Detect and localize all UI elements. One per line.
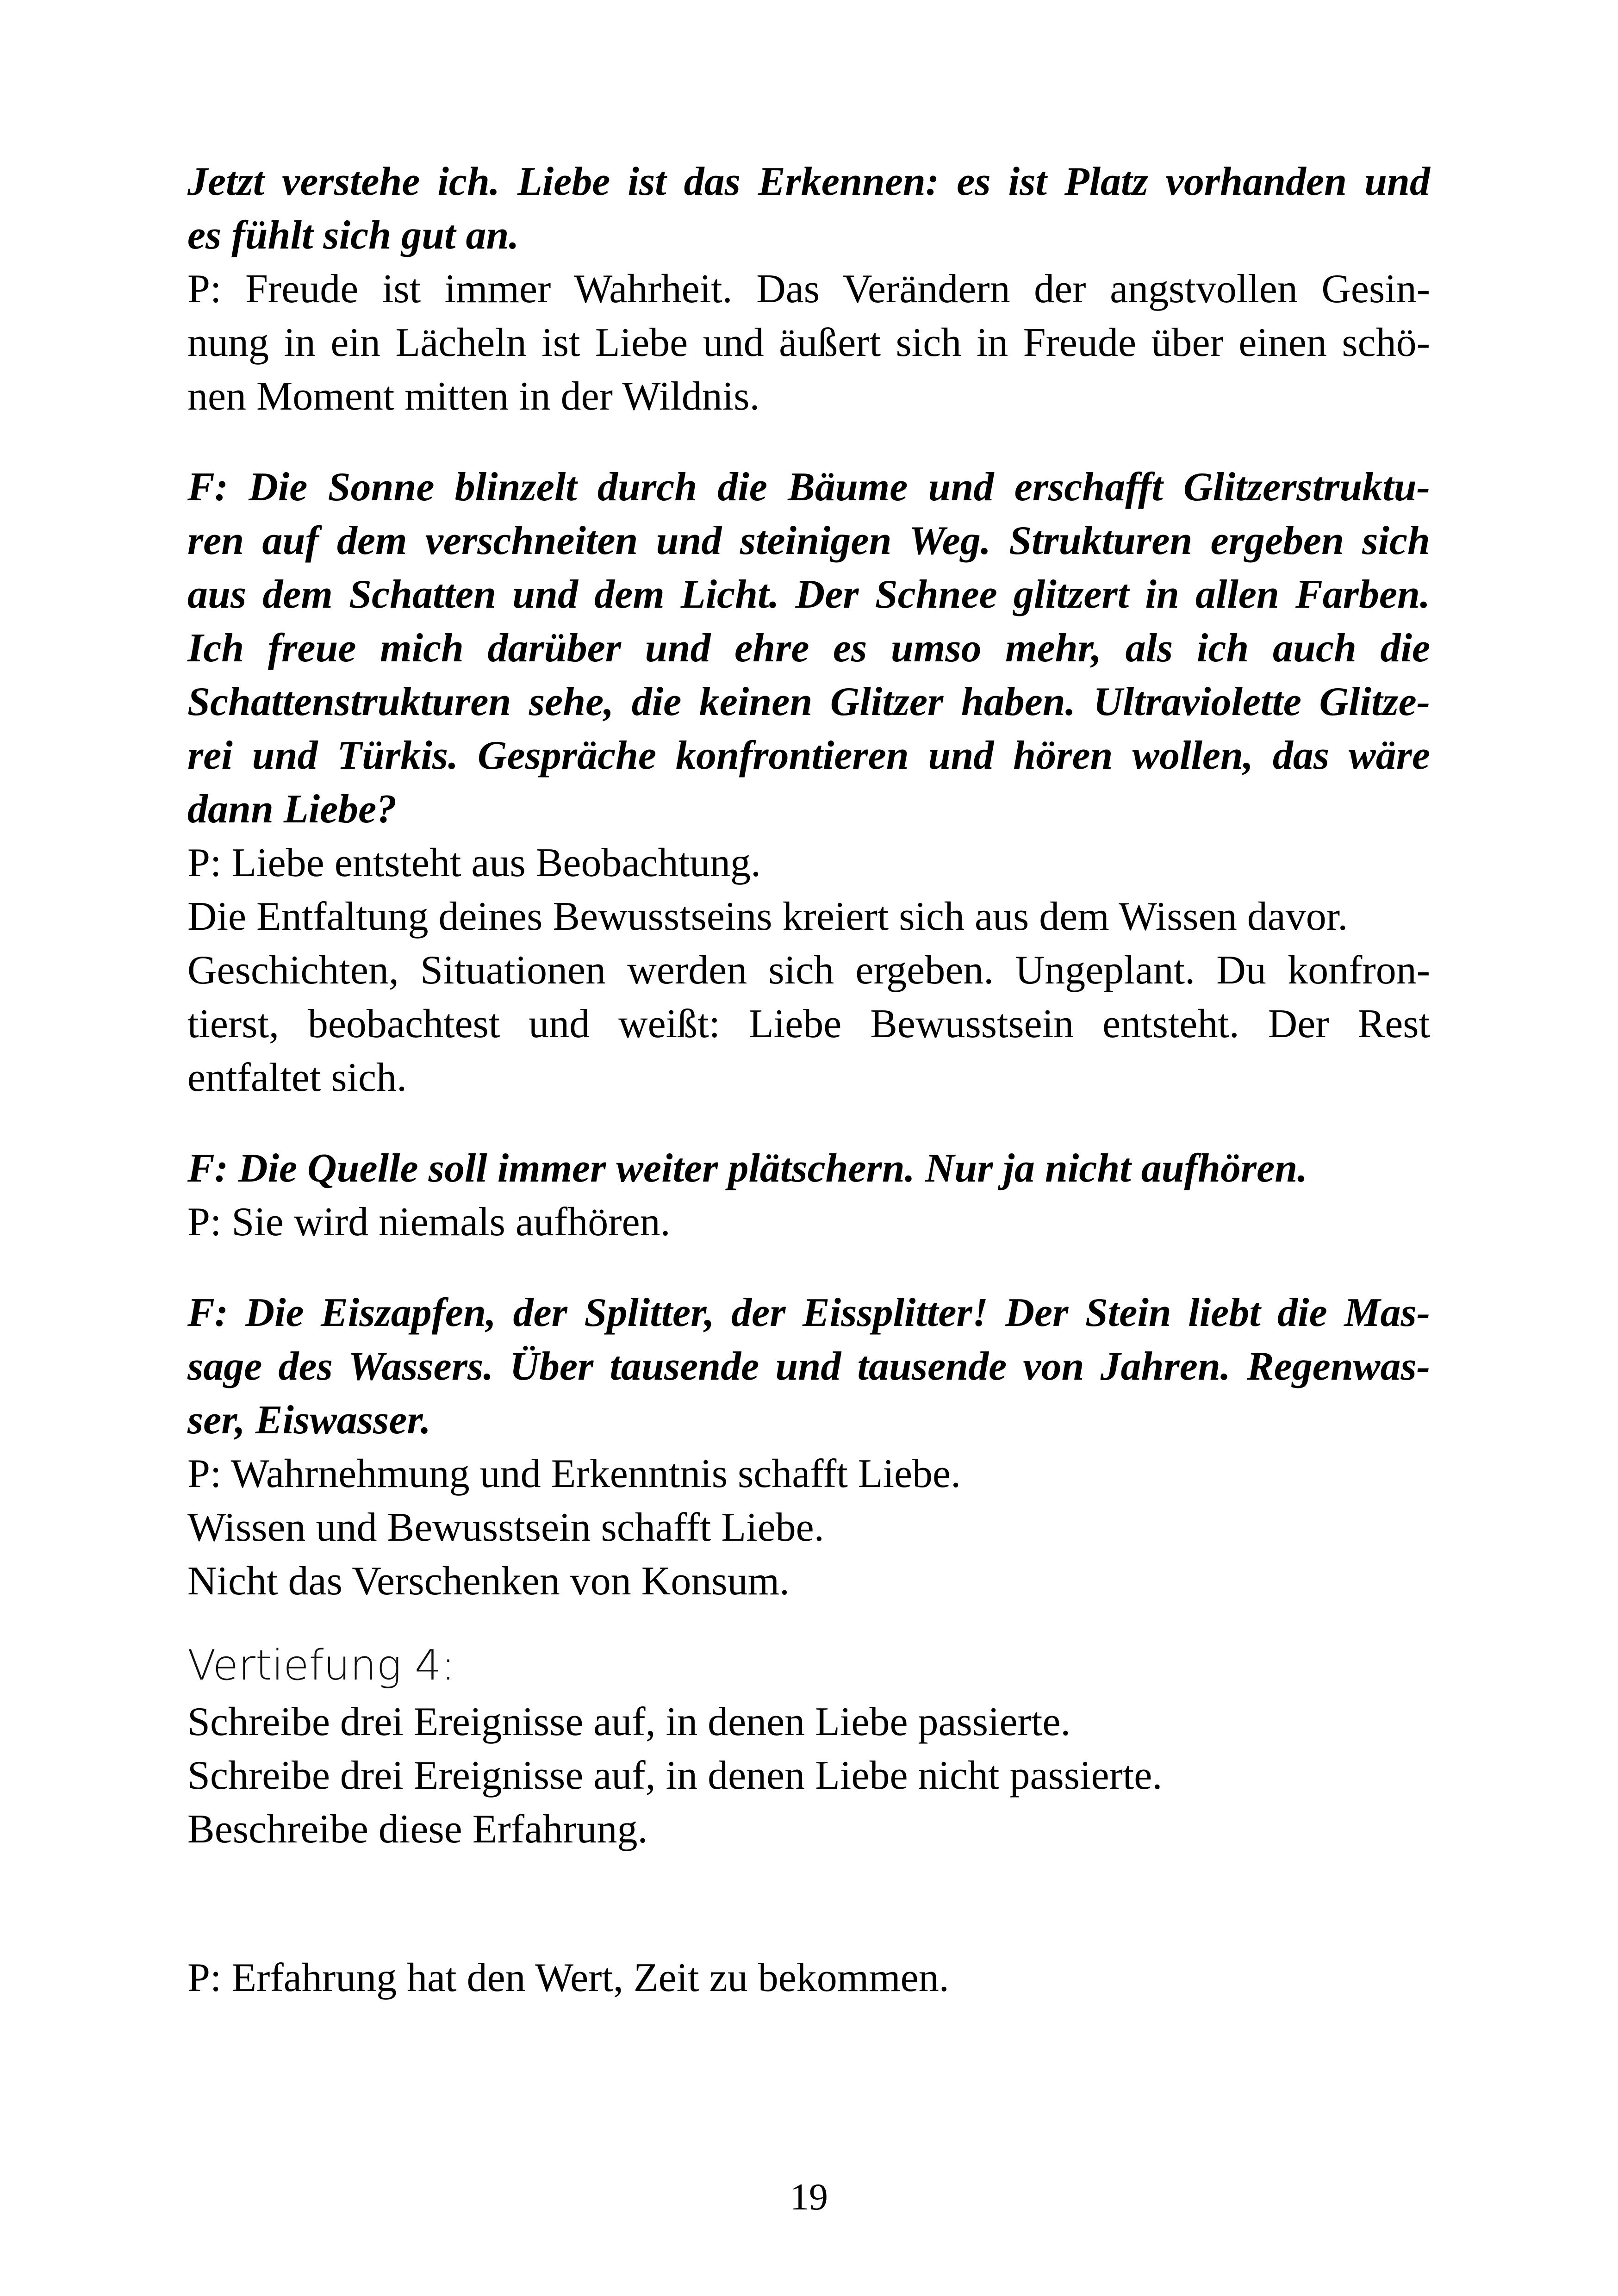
text-line: Ich freue mich darüber und ehre es umso mehr, als ich auch die	[187, 626, 1430, 671]
question-paragraph	[187, 1286, 1430, 1447]
paragraph-gap	[187, 1249, 1430, 1286]
text-line: es fühlt sich gut an.	[187, 213, 519, 258]
page-number: 19	[790, 2176, 828, 2218]
text-line: Wissen und Bewusstsein schafft Liebe.	[187, 1505, 824, 1550]
text-line: Die Entfaltung deines Bewusstseins kreiert sich aus dem Wissen davor.	[187, 894, 1348, 939]
paragraph-gap	[187, 1105, 1430, 1142]
answer-paragraph	[187, 262, 1430, 423]
answer-paragraph	[187, 890, 1430, 944]
text-line: P: Wahrnehmung und Erkenntnis schafft Liebe.	[187, 1451, 961, 1496]
text-line: tierst, beobachtest und weißt: Liebe Bewusstsein entsteht. Der Rest	[187, 1002, 1430, 1046]
question-paragraph	[187, 155, 1430, 262]
text-line: Schreibe drei Ereignisse auf, in denen Liebe nicht passierte.	[187, 1753, 1163, 1798]
answer-paragraph	[187, 1951, 1430, 2005]
text-line: ren auf dem verschneiten und steinigen Weg. Strukturen ergeben sich	[187, 518, 1430, 563]
text-line: aus dem Schatten und dem Licht. Der Schnee glitzert in allen Farben.	[187, 572, 1430, 617]
section-heading	[187, 1636, 1430, 1695]
answer-paragraph	[187, 944, 1430, 1105]
text-line: Nicht das Verschenken von Konsum.	[187, 1559, 790, 1604]
text-line: Jetzt verstehe ich. Liebe ist das Erkennen: es ist Platz vorhanden und	[187, 159, 1430, 204]
text-line: dann Liebe?	[187, 787, 397, 832]
text-line: nung in ein Lächeln ist Liebe und äußert sich in Freude über einen schö-	[187, 320, 1430, 365]
text-line: rei und Türkis. Gespräche konfrontieren und hören wollen, das wäre	[187, 733, 1430, 778]
text-line: entfaltet sich.	[187, 1055, 407, 1100]
answer-paragraph	[187, 1695, 1430, 1749]
text-line: sage des Wassers. Über tausende und tausende von Jahren. Regenwas-	[187, 1344, 1430, 1389]
question-paragraph	[187, 1142, 1430, 1195]
paragraph-gap	[187, 1856, 1430, 1951]
answer-paragraph	[187, 1749, 1430, 1803]
answer-paragraph	[187, 1447, 1430, 1501]
text-line: Beschreibe diese Erfahrung.	[187, 1807, 648, 1852]
question-paragraph	[187, 460, 1430, 836]
answer-paragraph	[187, 1195, 1430, 1249]
text-line: F: Die Sonne blinzelt durch die Bäume und erschafft Glitzerstruktu-	[187, 465, 1430, 510]
text-line: Vertiefung 4:	[187, 1641, 455, 1690]
text-line: P: Sie wird niemals aufhören.	[187, 1200, 671, 1244]
text-line: F: Die Quelle soll immer weiter plätschern. Nur ja nicht aufhören.	[187, 1146, 1308, 1191]
text-line: P: Erfahrung hat den Wert, Zeit zu bekommen.	[187, 1955, 949, 2000]
text-line: F: Die Eiszapfen, der Splitter, der Eissplitter! Der Stein liebt die Mas-	[187, 1290, 1430, 1335]
answer-paragraph	[187, 1555, 1430, 1608]
text-line: ser, Eiswasser.	[187, 1398, 431, 1443]
text-line: nen Moment mitten in der Wildnis.	[187, 374, 760, 419]
answer-paragraph	[187, 1501, 1430, 1555]
text-line: P: Liebe entsteht aus Beobachtung.	[187, 840, 761, 885]
answer-paragraph	[187, 836, 1430, 890]
paragraph-gap	[187, 423, 1430, 460]
text-line: P: Freude ist immer Wahrheit. Das Verändern der angstvollen Gesin-	[187, 267, 1430, 311]
answer-paragraph	[187, 1803, 1430, 1856]
text-line: Schreibe drei Ereignisse auf, in denen Liebe passierte.	[187, 1699, 1071, 1744]
text-line: Geschichten, Situationen werden sich ergeben. Ungeplant. Du konfron-	[187, 948, 1430, 993]
text-line: Schattenstrukturen sehe, die keinen Glitzer haben. Ultraviolette Glitze-	[187, 679, 1430, 724]
page-body	[187, 155, 1430, 2005]
